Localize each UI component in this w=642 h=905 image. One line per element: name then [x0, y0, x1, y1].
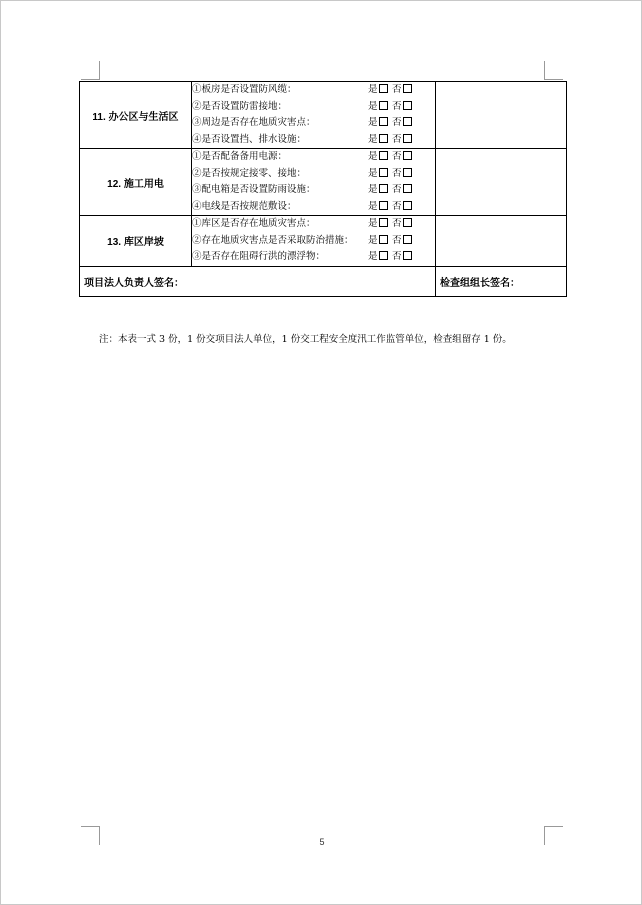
signature-row: [80, 266, 567, 296]
no-checkbox[interactable]: [403, 117, 412, 126]
items-cell: [192, 82, 436, 149]
yes-label: 是: [368, 218, 378, 229]
inspection-table: [79, 81, 567, 297]
crop-mark-top-left: [81, 61, 100, 80]
yes-checkbox[interactable]: [379, 201, 388, 210]
yes-label: 是: [368, 151, 378, 162]
yes-checkbox[interactable]: [379, 134, 388, 143]
check-item: [192, 166, 435, 183]
remarks-cell[interactable]: [436, 149, 567, 216]
no-checkbox[interactable]: [403, 218, 412, 227]
no-checkbox[interactable]: [403, 251, 412, 260]
no-label: 否: [392, 218, 402, 229]
yes-checkbox[interactable]: [379, 168, 388, 177]
no-label: 否: [392, 184, 402, 195]
check-item: [192, 199, 435, 216]
no-label: 否: [392, 133, 402, 145]
category-cell: 11. 办公区与生活区: [80, 82, 192, 149]
yes-checkbox[interactable]: [379, 84, 388, 93]
yes-checkbox[interactable]: [379, 218, 388, 227]
no-checkbox[interactable]: [403, 201, 412, 210]
no-checkbox[interactable]: [403, 151, 412, 160]
check-item: [192, 99, 435, 116]
item-text: ②是否设置防雷接地：: [192, 100, 288, 112]
check-item: [192, 233, 435, 250]
check-item: [192, 115, 435, 132]
yes-checkbox[interactable]: [379, 184, 388, 193]
yes-label: 是: [368, 184, 378, 195]
no-label: 否: [392, 167, 402, 179]
check-item: [192, 216, 435, 233]
remarks-cell[interactable]: [436, 82, 567, 149]
yes-label: 是: [368, 167, 378, 179]
crop-mark-top-right: [544, 61, 563, 80]
item-text: ④是否设置挡、排水设施：: [192, 133, 307, 145]
item-text: ①板房是否设置防风缆：: [192, 84, 297, 95]
yes-label: 是: [368, 117, 378, 128]
item-text: ③是否存在阻碍行洪的漂浮物：: [192, 251, 326, 262]
no-label: 否: [392, 151, 402, 162]
no-label: 否: [392, 100, 402, 112]
item-text: ④电线是否按规范敷设：: [192, 200, 297, 212]
yes-checkbox[interactable]: [379, 101, 388, 110]
item-text: ①库区是否存在地质灾害点：: [192, 218, 316, 229]
items-cell: [192, 216, 436, 267]
category-cell: 12. 施工用电: [80, 149, 192, 216]
item-text: ②存在地质灾害点是否采取防治措施：: [192, 234, 354, 246]
no-checkbox[interactable]: [403, 168, 412, 177]
check-item: [192, 82, 435, 99]
items-cell: [192, 149, 436, 216]
no-label: 否: [392, 200, 402, 212]
yes-label: 是: [368, 84, 378, 95]
remarks-cell[interactable]: [436, 216, 567, 267]
no-checkbox[interactable]: [403, 134, 412, 143]
yes-label: 是: [368, 200, 378, 212]
yes-checkbox[interactable]: [379, 151, 388, 160]
no-label: 否: [392, 117, 402, 128]
yes-checkbox[interactable]: [379, 117, 388, 126]
table-row: [80, 149, 567, 216]
item-text: ③周边是否存在地质灾害点：: [192, 117, 316, 128]
no-checkbox[interactable]: [403, 235, 412, 244]
check-item: [192, 132, 435, 149]
page-number: 5: [319, 837, 325, 847]
no-label: 否: [392, 84, 402, 95]
no-checkbox[interactable]: [403, 184, 412, 193]
no-label: 否: [392, 251, 402, 262]
yes-label: 是: [368, 251, 378, 262]
yes-checkbox[interactable]: [379, 235, 388, 244]
no-checkbox[interactable]: [403, 84, 412, 93]
item-text: ③配电箱是否设置防雨设施：: [192, 184, 316, 195]
check-item: [192, 182, 435, 199]
check-item: [192, 149, 435, 166]
table-note: 注：本表一式 3 份，1 份交项目法人单位，1 份交工程安全度汛工作监管单位，检查组留存 1 份。: [99, 334, 512, 345]
inspection-leader-signature[interactable]: 检查组组长签名：: [436, 266, 567, 296]
yes-label: 是: [368, 133, 378, 145]
yes-checkbox[interactable]: [379, 251, 388, 260]
item-text: ①是否配备备用电源：: [192, 151, 288, 162]
table-row: [80, 216, 567, 267]
check-item: [192, 249, 435, 266]
no-checkbox[interactable]: [403, 101, 412, 110]
project-leader-signature[interactable]: 项目法人负责人签名：: [80, 266, 436, 296]
table-row: [80, 82, 567, 149]
item-text: ②是否按规定接零、接地：: [192, 167, 307, 179]
yes-label: 是: [368, 100, 378, 112]
yes-label: 是: [368, 234, 378, 246]
no-label: 否: [392, 234, 402, 246]
category-cell: 13. 库区岸坡: [80, 216, 192, 267]
